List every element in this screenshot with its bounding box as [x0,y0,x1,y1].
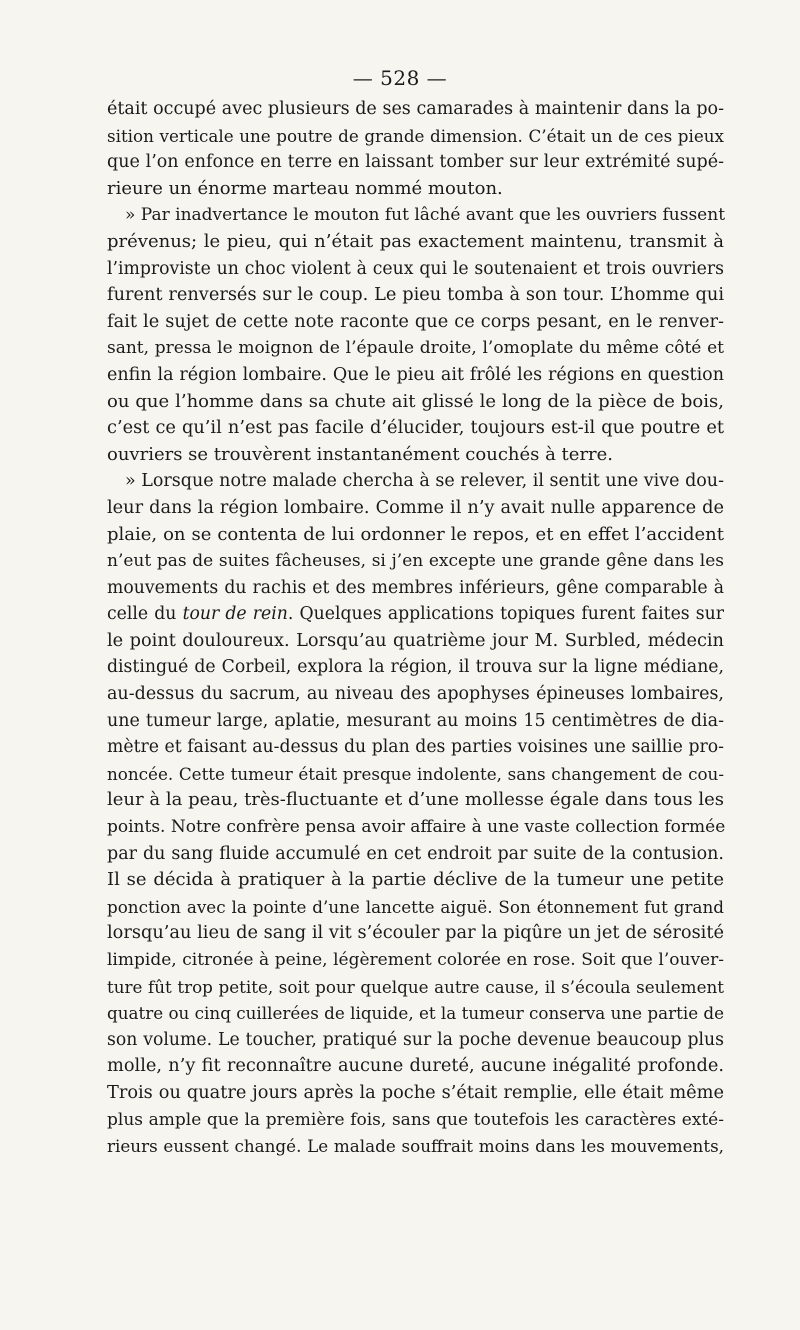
text-line: leur dans la région lombaire. Comme il n’y avait nulle apparence de [107,497,724,518]
text-line: » Par inadvertance le mouton fut lâché avant que les ouvriers fussent [125,205,726,226]
text-line: Il se décida à pratiquer à la partie déclive de la tumeur une petite [107,869,724,891]
text-line: plus ample que la première fois, sans que toutefois les caractères exté- [107,1109,724,1130]
text-line: plaie, on se contenta de lui ordonner le repos, et en effet l’accident [107,523,724,545]
text-line: sant, pressa le moignon de l’épaule droite, l’omoplate du même côté et [107,338,724,359]
text-line: rieure un énorme marteau nommé mouton. [107,177,503,199]
text-segment: celle du [107,604,183,625]
body-text [107,96,724,1160]
text-line: ponction avec la pointe d’une lancette aiguë. Son étonnement fut grand [107,896,724,917]
text-segment: . Quelques applications topiques furent faites sur [287,604,725,625]
text-line: prévenus; le pieu, qui n’était pas exactement maintenu, transmit à [107,230,724,252]
text-line: ouvriers se trouvèrent instantanément couchés à terre. [107,443,614,465]
text-line: Trois ou quatre jours après la poche s’était remplie, elle était même [107,1082,724,1103]
text-line: points. Notre confrère pensa avoir affaire à une vaste collection formée [107,817,726,838]
text-line: limpide, citronée à peine, légèrement colorée en rose. Soit que l’ouver- [107,950,724,970]
text-line: mouvements du rachis et des membres inférieurs, gêne comparable à [107,577,724,598]
text-line: par du sang fluide accumulé en cet endroit par suite de la contusion. [107,843,724,864]
text-line: était occupé avec plusieurs de ses camarades à maintenir dans la po- [107,99,724,119]
text-line: enfin la région lombaire. Que le pieu ait frôlé les régions en question [107,364,724,385]
text-line: » Lorsque notre malade chercha à se relever, il sentit une vive dou- [125,471,724,492]
text-line: le point douloureux. Lorsqu’au quatrième jour M. Surbled, médecin [107,630,724,651]
text-line: son volume. Le toucher, pratiqué sur la poche devenue beaucoup plus [107,1029,724,1050]
text-line-with-italic [107,601,724,628]
text-line: rieurs eussent changé. Le malade souffrait moins dans les mouvements, [107,1136,724,1157]
text-line: noncée. Cette tumeur était presque indolente, sans changement de cou- [107,763,724,784]
page-number: — 528 — [352,66,448,90]
text-line: molle, n’y fit reconnaître aucune dureté, aucune inégalité profonde. [107,1056,724,1077]
text-line: quatre ou cinq cuillerées de liquide, et la tumeur conserva une partie de [107,1003,725,1024]
text-line: que l’on enfonce en terre en laissant tomber sur leur extrémité supé- [107,152,724,173]
text-line: lorsqu’au lieu de sang il vit s’écouler par la piqûre un jet de sérosité [107,923,724,944]
text-line: mètre et faisant au-dessus du plan des parties voisines une saillie pro- [107,737,724,758]
text-line: c’est ce qu’il n’est pas facile d’élucider, toujours est-il que poutre et [107,418,724,439]
text-line: ou que l’homme dans sa chute ait glissé le long de la pièce de bois, [107,390,724,412]
text-line: distingué de Corbeil, explora la région, il trouva sur la ligne médiane, [107,657,724,678]
text-line: leur à la peau, très-fluctuante et d’une mollesse égale dans tous les [107,789,724,811]
text-line: au-dessus du sacrum, au niveau des apophyses épineuses lombaires, [107,684,724,705]
text-line: l’improviste un choc violent à ceux qui le soutenaient et trois ouvriers [107,258,724,279]
text-line: sition verticale une poutre de grande dimension. C’était un de ces pieux [107,125,724,146]
text-line: n’eut pas de suites fâcheuses, si j’en excepte une grande gêne dans les [107,551,724,572]
text-line: fait le sujet de cette note raconte que ce corps pesant, en le renver- [107,311,724,332]
text-line: une tumeur large, aplatie, mesurant au moins 15 centimètres de dia- [107,710,724,731]
text-line: furent renversés sur le coup. Le pieu tomba à son tour. L’homme qui [107,285,724,306]
italic-term: tour de rein [182,604,288,625]
text-line: ture fût trop petite, soit pour quelque autre cause, il s’écoula seulement [107,976,724,997]
